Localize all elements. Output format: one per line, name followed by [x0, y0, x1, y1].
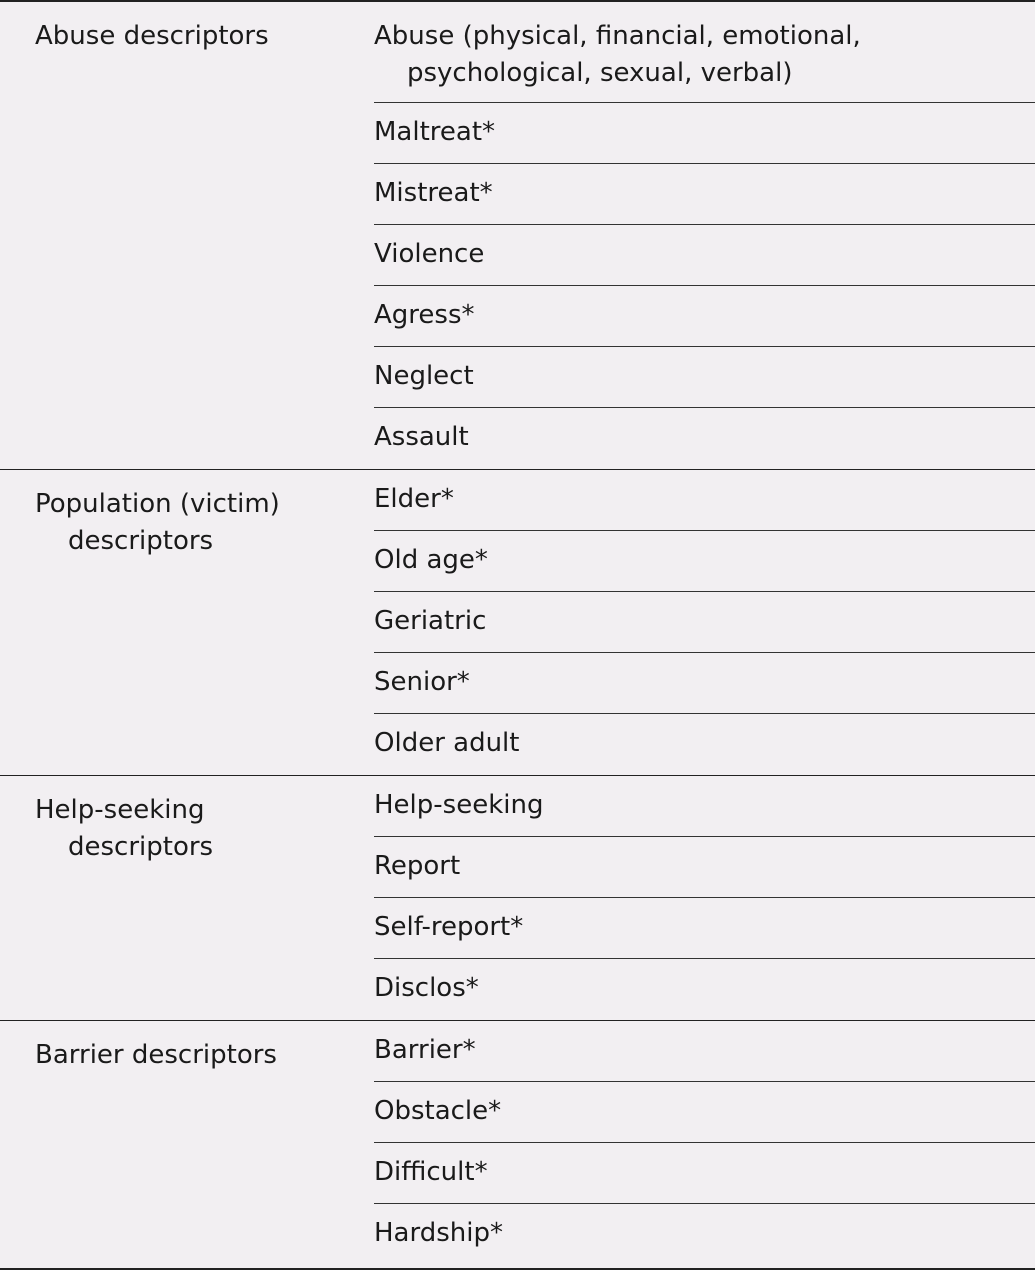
term-row	[374, 959, 1035, 1020]
term-list	[374, 776, 1035, 1020]
term-text: Maltreat*	[374, 117, 496, 147]
term-text: Elder*	[374, 484, 454, 514]
group-abuse	[0, 2, 1035, 469]
term-row	[374, 286, 1035, 347]
term-text: Obstacle*	[374, 1096, 502, 1126]
term-text: Old age*	[374, 545, 488, 575]
group-population	[0, 469, 1035, 775]
term-text: Senior*	[374, 667, 470, 697]
term-row	[374, 164, 1035, 225]
term-row	[374, 592, 1035, 653]
term-text: Difficult*	[374, 1157, 488, 1187]
term-text: Agress*	[374, 300, 475, 330]
term-text: Neglect	[374, 361, 474, 391]
group-help-seeking	[0, 775, 1035, 1020]
term-row	[374, 1143, 1035, 1204]
group-label-text: Barrier descriptors	[35, 1040, 277, 1070]
term-row	[374, 103, 1035, 164]
term-row	[374, 714, 1035, 775]
group-label-text: Abuse descriptors	[35, 21, 269, 51]
group-barrier	[0, 1020, 1035, 1265]
term-text: Report	[374, 851, 461, 881]
term-row	[374, 470, 1035, 531]
term-text: Abuse (physical, financial, emotional, psychological, sexual, verbal)	[374, 21, 861, 88]
term-list	[374, 1021, 1035, 1265]
group-label	[0, 2, 340, 469]
term-text: Older adult	[374, 728, 520, 758]
term-row	[374, 2, 1035, 103]
term-row	[374, 531, 1035, 592]
term-text: Hardship*	[374, 1218, 503, 1248]
term-row	[374, 837, 1035, 898]
group-label-text: Help-seeking descriptors	[35, 795, 214, 862]
term-text: Help-seeking	[374, 790, 544, 820]
term-text: Self-report*	[374, 912, 524, 942]
term-text: Mistreat*	[374, 178, 493, 208]
term-text: Geriatric	[374, 606, 487, 636]
term-text: Violence	[374, 239, 485, 269]
term-row	[374, 653, 1035, 714]
term-row	[374, 408, 1035, 469]
term-list	[374, 470, 1035, 775]
term-text: Barrier*	[374, 1035, 476, 1065]
term-row	[374, 225, 1035, 286]
group-label	[0, 470, 340, 775]
term-row	[374, 1082, 1035, 1143]
term-row	[374, 776, 1035, 837]
term-text: Disclos*	[374, 973, 479, 1003]
term-row	[374, 347, 1035, 408]
term-row	[374, 1021, 1035, 1082]
group-label	[0, 776, 340, 1020]
term-row	[374, 898, 1035, 959]
term-row	[374, 1204, 1035, 1265]
term-text: Assault	[374, 422, 469, 452]
term-list	[374, 2, 1035, 469]
group-label-text: Population (victim) descriptors	[35, 489, 280, 556]
group-label	[0, 1021, 340, 1265]
